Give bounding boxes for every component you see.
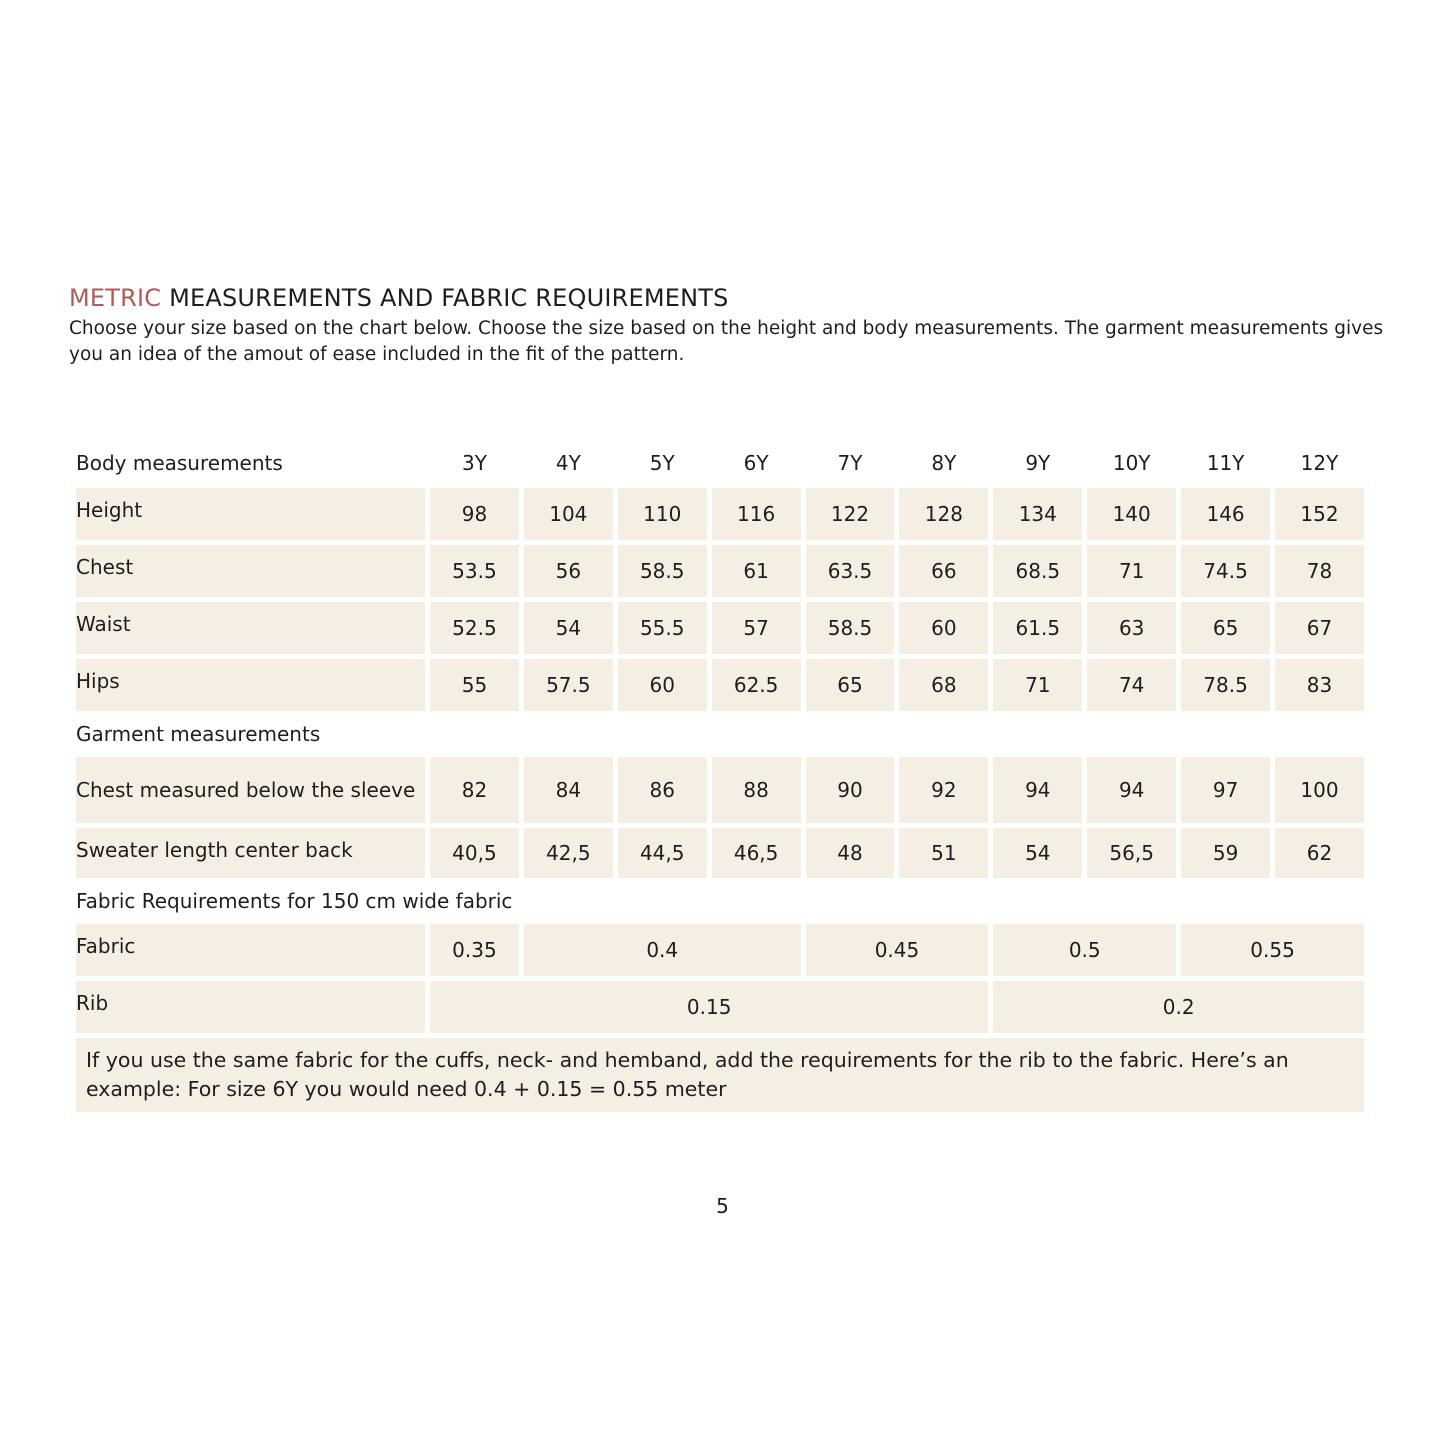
table-cell: 58.5 — [806, 602, 895, 654]
table-cell: 54 — [524, 602, 613, 654]
table-cell: 71 — [1087, 545, 1176, 597]
table-cell: 140 — [1087, 488, 1176, 540]
table-cell: 0.2 — [993, 981, 1364, 1033]
fabric-row — [76, 924, 1364, 976]
table-cell: 53.5 — [430, 545, 519, 597]
table-cell: 74 — [1087, 659, 1176, 711]
table-cell: 92 — [899, 757, 988, 823]
table-cell: 65 — [1181, 602, 1270, 654]
height-row — [76, 488, 1364, 540]
body-measurements-header: Body measurements — [76, 451, 283, 475]
table-cell: 94 — [1087, 757, 1176, 823]
table-cell: 122 — [806, 488, 895, 540]
size-header: 4Y — [555, 451, 581, 475]
title-accent: METRIC — [69, 284, 162, 312]
chest-below-sleeve-row — [76, 757, 1364, 823]
row-label: Hips — [76, 659, 425, 711]
table-cell: 0.45 — [806, 924, 989, 976]
table-cell: 54 — [993, 828, 1082, 878]
page-number: 5 — [716, 1194, 729, 1218]
table-cell: 65 — [806, 659, 895, 711]
table-cell: 57 — [712, 602, 801, 654]
table-cell: 82 — [430, 757, 519, 823]
size-header: 9Y — [1025, 451, 1051, 475]
table-cell: 62.5 — [712, 659, 801, 711]
table-cell: 0.4 — [524, 924, 801, 976]
size-chart-table — [71, 438, 1369, 1117]
table-cell: 78 — [1275, 545, 1364, 597]
table-cell: 46,5 — [712, 828, 801, 878]
chest-row — [76, 545, 1364, 597]
table-cell: 68 — [899, 659, 988, 711]
size-header: 5Y — [649, 451, 675, 475]
table-cell: 110 — [618, 488, 707, 540]
row-label: Rib — [76, 981, 425, 1033]
size-header: 3Y — [461, 451, 487, 475]
table-cell: 78.5 — [1181, 659, 1270, 711]
row-label: Chest — [76, 545, 425, 597]
table-cell: 61 — [712, 545, 801, 597]
table-cell: 44,5 — [618, 828, 707, 878]
sweater-length-row — [76, 828, 1364, 878]
table-cell: 68.5 — [993, 545, 1082, 597]
title-rest: MEASUREMENTS AND FABRIC REQUIREMENTS — [161, 284, 729, 312]
table-cell: 42,5 — [524, 828, 613, 878]
fabric-requirements-header: Fabric Requirements for 150 cm wide fabric — [76, 889, 513, 913]
row-label: Sweater length center back — [76, 828, 425, 878]
table-cell: 55.5 — [618, 602, 707, 654]
table-cell: 66 — [899, 545, 988, 597]
size-header: 11Y — [1206, 451, 1245, 475]
table-cell: 86 — [618, 757, 707, 823]
table-cell: 88 — [712, 757, 801, 823]
table-cell: 55 — [430, 659, 519, 711]
row-label: Height — [76, 488, 425, 540]
size-header: 6Y — [743, 451, 769, 475]
table-cell: 71 — [993, 659, 1082, 711]
table-cell: 63 — [1087, 602, 1176, 654]
table-cell: 0.15 — [430, 981, 988, 1033]
size-header: 7Y — [837, 451, 863, 475]
size-header-row — [76, 443, 1364, 483]
table-cell: 146 — [1181, 488, 1270, 540]
table-cell: 56 — [524, 545, 613, 597]
table-cell: 57.5 — [524, 659, 613, 711]
hips-row — [76, 659, 1364, 711]
table-cell: 83 — [1275, 659, 1364, 711]
table-cell: 0.5 — [993, 924, 1176, 976]
table-cell: 61.5 — [993, 602, 1082, 654]
waist-row — [76, 602, 1364, 654]
table-cell: 116 — [712, 488, 801, 540]
table-cell: 67 — [1275, 602, 1364, 654]
table-cell: 52.5 — [430, 602, 519, 654]
rib-row — [76, 981, 1364, 1033]
table-cell: 74.5 — [1181, 545, 1270, 597]
table-cell: 94 — [993, 757, 1082, 823]
table-cell: 97 — [1181, 757, 1270, 823]
table-cell: 63.5 — [806, 545, 895, 597]
row-label: Fabric — [76, 924, 425, 976]
table-cell: 62 — [1275, 828, 1364, 878]
table-cell: 90 — [806, 757, 895, 823]
table-cell: 152 — [1275, 488, 1364, 540]
table-cell: 51 — [899, 828, 988, 878]
table-cell: 60 — [899, 602, 988, 654]
table-cell: 60 — [618, 659, 707, 711]
note-text: If you use the same fabric for the cuffs, neck- and hemband, add the requirements for the rib to the fabric. Here’s an example: For size 6Y you would need 0.4 + 0.15 = 0.55 meter — [76, 1038, 1364, 1112]
size-header: 12Y — [1300, 451, 1339, 475]
table-cell: 48 — [806, 828, 895, 878]
row-label: Chest measured below the sleeve — [76, 757, 425, 823]
size-header: 10Y — [1112, 451, 1151, 475]
note-row — [76, 1038, 1364, 1112]
table-cell: 59 — [1181, 828, 1270, 878]
table-cell: 98 — [430, 488, 519, 540]
intro-paragraph: Choose your size based on the chart below. Choose the size based on the height and body measurements. The garment measurements gives you an idea of the amout of ease included in the fit of the pattern. — [69, 318, 1384, 365]
fabric-section-row — [76, 883, 1364, 919]
size-header: 8Y — [931, 451, 957, 475]
table-cell: 104 — [524, 488, 613, 540]
table-cell: 56,5 — [1087, 828, 1176, 878]
table-cell: 134 — [993, 488, 1082, 540]
table-cell: 40,5 — [430, 828, 519, 878]
table-cell: 100 — [1275, 757, 1364, 823]
table-cell: 58.5 — [618, 545, 707, 597]
table-cell: 128 — [899, 488, 988, 540]
table-cell: 84 — [524, 757, 613, 823]
table-cell: 0.55 — [1181, 924, 1364, 976]
page-title — [69, 284, 729, 312]
table-cell: 0.35 — [430, 924, 519, 976]
row-label: Waist — [76, 602, 425, 654]
garment-measurements-header: Garment measurements — [76, 722, 321, 746]
garment-section-row — [76, 716, 1364, 752]
